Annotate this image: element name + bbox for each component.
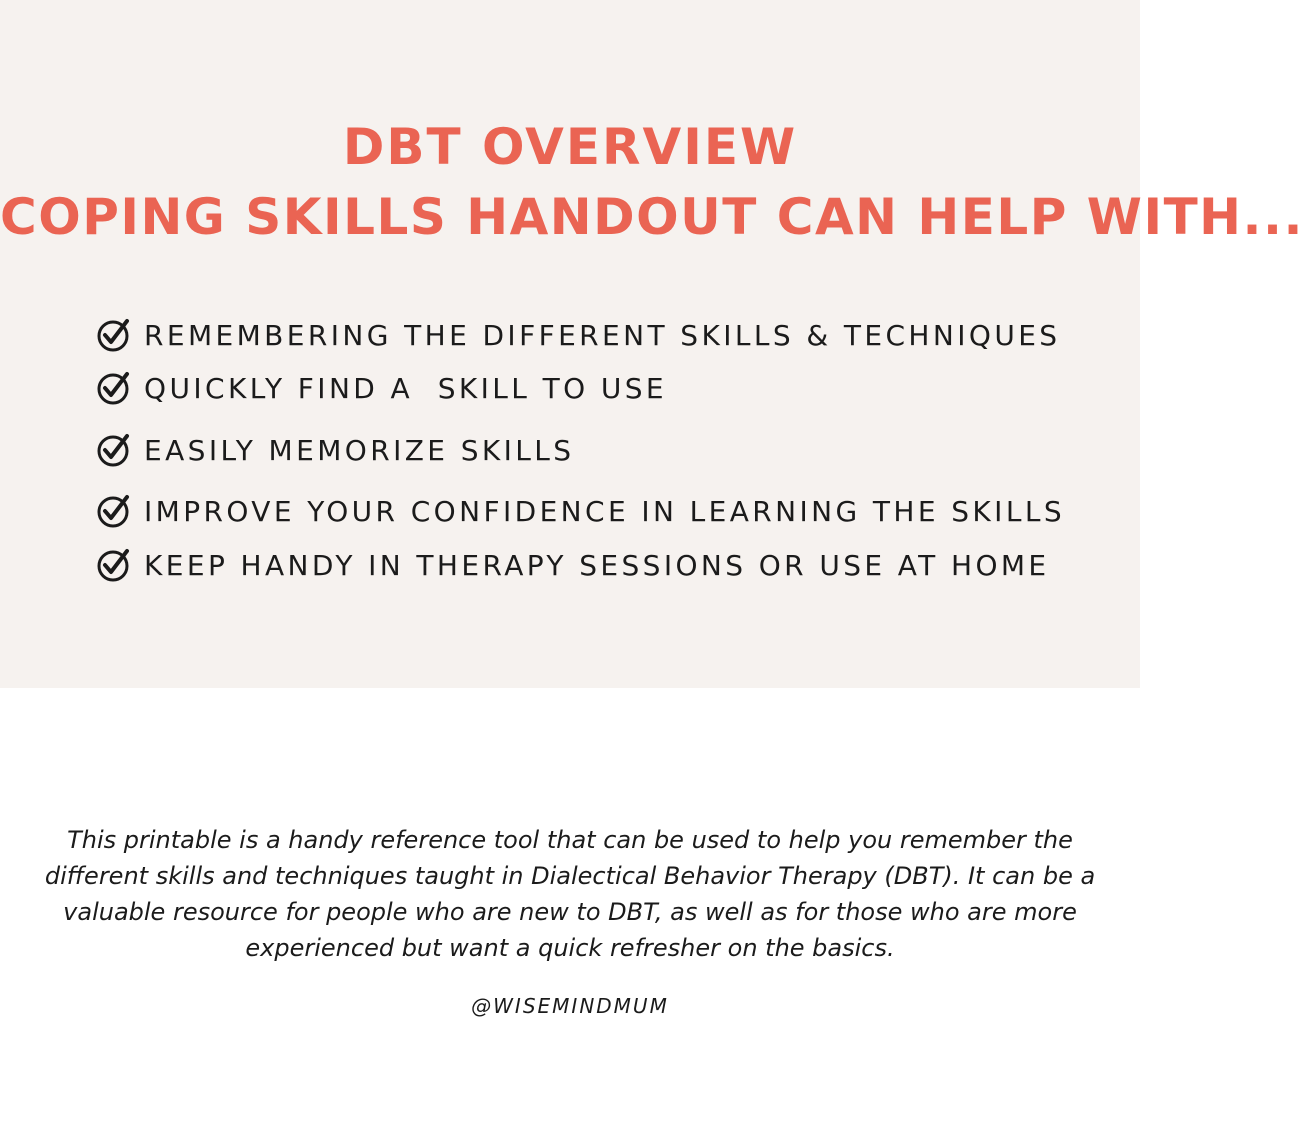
benefit-item <box>96 430 574 470</box>
check-circle-icon <box>96 317 132 353</box>
benefit-label: IMPROVE YOUR CONFIDENCE IN LEARNING THE SKILLS <box>144 494 1066 528</box>
page-subtitle: COPING SKILLS HANDOUT CAN HELP WITH... <box>0 188 1304 246</box>
benefit-label: EASILY MEMORIZE SKILLS <box>144 433 575 467</box>
check-circle-icon <box>96 547 132 583</box>
benefit-label: KEEP HANDY IN THERAPY SESSIONS OR USE AT HOME <box>144 548 1050 582</box>
benefit-item <box>96 491 1065 531</box>
check-circle-icon <box>96 370 132 406</box>
check-circle-icon <box>96 432 132 468</box>
check-circle-icon <box>96 493 132 529</box>
benefit-item <box>96 368 667 408</box>
benefit-label: REMEMBERING THE DIFFERENT SKILLS & TECHNIQUES <box>144 318 1061 352</box>
description-text: This printable is a handy reference tool that can be used to help you remember the different skills and techniques taught in Dialectical Behavior Therapy (DBT). It can be a valuable resource for people who are new to DBT, as well as for those who are more experienced but want a quick refresher on the basics. <box>44 826 1096 962</box>
benefit-item <box>96 545 1050 585</box>
benefit-label: QUICKLY FIND A SKILL TO USE <box>144 371 668 405</box>
page-title: DBT OVERVIEW <box>342 118 798 176</box>
social-handle: @WISEMINDMUM <box>471 994 669 1018</box>
benefit-item <box>96 315 1060 355</box>
